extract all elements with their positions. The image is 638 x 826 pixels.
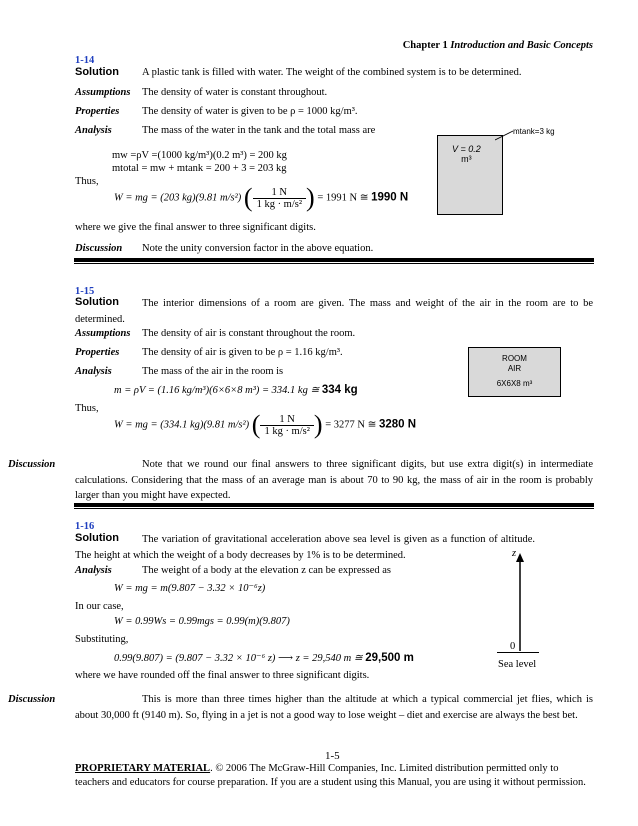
section-divider-2 <box>74 503 594 507</box>
solution-label-15: Solution <box>75 296 119 308</box>
zero-label: 0 <box>510 641 516 652</box>
fraction-numerator-15: 1 N <box>260 414 313 426</box>
chapter-title: Introduction and Basic Concepts <box>450 40 593 51</box>
substituting: Substituting, <box>75 634 129 645</box>
solution-text-16: The variation of gravitational acceleration above sea level is given as a function of altitude. The height at which the weight of a body decreases by 1% is to be determined. <box>75 534 535 561</box>
unity-fraction-14 <box>253 187 306 210</box>
discussion-text-14: Note the unity conversion factor in the above equation. <box>142 243 374 254</box>
problem-number-16: 1-16 <box>75 521 95 532</box>
fraction-denominator: 1 kg · m/s² <box>256 198 303 210</box>
analysis-text-15: The mass of the air in the room is <box>142 366 284 377</box>
section-divider <box>74 258 594 262</box>
assumptions-label-14: Assumptions <box>75 87 131 98</box>
section-divider-thin <box>74 263 594 264</box>
fraction-numerator: 1 N <box>253 187 306 199</box>
after-text-14: where we give the final answer to three significant digits. <box>75 222 316 233</box>
discussion-text-15 <box>8 457 593 504</box>
page-number: 1-5 <box>325 750 340 762</box>
tank-mass-label: mtank=3 kg <box>513 127 555 136</box>
weight-result-15: = 3277 N ≅ <box>325 419 377 431</box>
thus-15: Thus, <box>75 403 99 414</box>
after-text-16: where we have rounded off the final answer to three significant digits. <box>75 670 370 681</box>
mass-air-expression: m = ρV = (1.16 kg/m³)(6×6×8 m³) = 334.1 kg ≅ <box>114 385 320 396</box>
assumptions-text-15: The density of air is constant throughout the room. <box>142 328 356 339</box>
analysis-label-15: Analysis <box>75 366 112 377</box>
properties-label-15: Properties <box>75 347 120 358</box>
weight-lhs-15: W = mg = (334.1 kg)(9.81 m/s²) <box>114 419 250 431</box>
equation-altitude <box>114 652 414 664</box>
discussion-label-16: Discussion <box>8 694 56 705</box>
altitude-expression: 0.99(9.807) = (9.807 − 3.32 × 10⁻⁶ z) ⟶ z = 29,540 m ≅ <box>114 653 363 664</box>
answer-15-weight: 3280 N <box>379 418 417 431</box>
copyright-text: . © 2006 The McGraw-Hill Companies, Inc. Limited distribution permitted only to <box>210 763 559 774</box>
chapter-number: Chapter 1 <box>402 40 448 51</box>
discussion-label-15: Discussion <box>8 459 56 470</box>
room-label: ROOM <box>502 354 527 363</box>
answer-14: 1990 N <box>371 191 409 204</box>
discussion-body-15: Note that we round our final answers to three significant digits, but use extra digit(s) in intermediate calculations. Considering that the mass of an average man is about 70 to 90 kg, the mass of air in the room is probably larger than you might have expected. <box>75 459 593 501</box>
footer-line-1 <box>75 763 558 774</box>
weight-lhs: W = mg = (203 kg)(9.81 m/s²) <box>114 192 242 204</box>
answer-15-mass: 334 kg <box>321 384 358 396</box>
assumptions-text-14: The density of water is constant throughout. <box>142 87 328 98</box>
discussion-body-16: This is more than three times higher than the altitude at which a typical commercial jet flies, which is about 30,000 ft (9140 m). So, flying in a jet is not a good way to lose weight – diet and exercise are always the best bet. <box>75 694 593 721</box>
chapter-header <box>403 40 593 51</box>
properties-text-14: The density of water is given to be ρ = 1000 kg/m³. <box>142 106 358 117</box>
room-figure <box>468 347 561 397</box>
tank-leader-line <box>495 128 517 142</box>
discussion-text-16 <box>8 692 593 723</box>
problem-number-14: 1-14 <box>75 55 95 66</box>
solution-text-14: A plastic tank is filled with water. The weight of the combined system is to be determined. <box>142 67 522 78</box>
air-label: AIR <box>507 364 522 373</box>
unity-fraction-15 <box>260 414 313 437</box>
equation-total-mass: mtotal = mw + mtank = 200 + 3 = 203 kg <box>112 163 287 174</box>
proprietary-label: PROPRIETARY MATERIAL <box>75 763 211 774</box>
answer-16: 29,500 m <box>365 652 414 664</box>
analysis-text-16: The weight of a body at the elevation z can be expressed as <box>142 565 391 576</box>
analysis-text-14: The mass of the water in the tank and the total mass are <box>142 125 376 136</box>
section-divider-2-thin <box>74 508 594 509</box>
solution-text-15: The interior dimensions of a room are given. The mass and weight of the air in the room are to be determined. <box>75 298 593 325</box>
in-our-case: In our case, <box>75 601 124 612</box>
equation-mass-water: mw =ρV =(1000 kg/m³)(0.2 m³) = 200 kg <box>112 150 287 161</box>
properties-text-15: The density of air is given to be ρ = 1.16 kg/m³. <box>142 347 343 358</box>
room-dimensions: 6X6X8 m³ <box>496 379 533 388</box>
equation-weight-altitude: W = mg = m(9.807 − 3.32 × 10⁻⁶z) <box>114 583 266 594</box>
z-axis-label: z <box>512 548 517 559</box>
equation-weight-15: W = mg = (334.1 kg)(9.81 m/s²) ( $\frac{1 N}{\text{1 kg · m/s²}}$ ) = 3277 N ≅ 3280 N <box>114 410 417 439</box>
thus-14: Thus, <box>75 176 99 187</box>
tank-volume-label: V = 0.2 m³ <box>452 144 481 164</box>
assumptions-label-15: Assumptions <box>75 328 131 339</box>
sea-level-line <box>497 652 539 653</box>
fraction-denominator-15: 1 kg · m/s² <box>264 425 310 437</box>
discussion-label-14: Discussion <box>75 243 123 254</box>
analysis-label-14: Analysis <box>75 125 112 136</box>
equation-weight-ratio: W = 0.99Ws = 0.99mgs = 0.99(m)(9.807) <box>114 616 290 627</box>
altitude-axis-arrow <box>514 553 526 653</box>
equation-weight-14: W = mg = (203 kg)(9.81 m/s²) ( $\frac{1 N}{\text{1 kg · m/s²}}$ ) = 1991 N ≅ 1990 N <box>114 183 409 212</box>
tank-figure <box>437 135 503 215</box>
footer-line-2: teachers and educators for course preparation. If you are a student using this Manual, you are using it without permission. <box>75 777 586 788</box>
sea-level-label: Sea level <box>498 659 537 670</box>
solution-label-14: Solution <box>75 66 119 78</box>
properties-label-14: Properties <box>75 106 120 117</box>
problem-number-15: 1-15 <box>75 286 95 297</box>
equation-mass-air <box>114 384 358 396</box>
solution-label-16: Solution <box>75 532 119 544</box>
analysis-label-16: Analysis <box>75 565 112 576</box>
weight-result: = 1991 N ≅ <box>317 192 369 204</box>
